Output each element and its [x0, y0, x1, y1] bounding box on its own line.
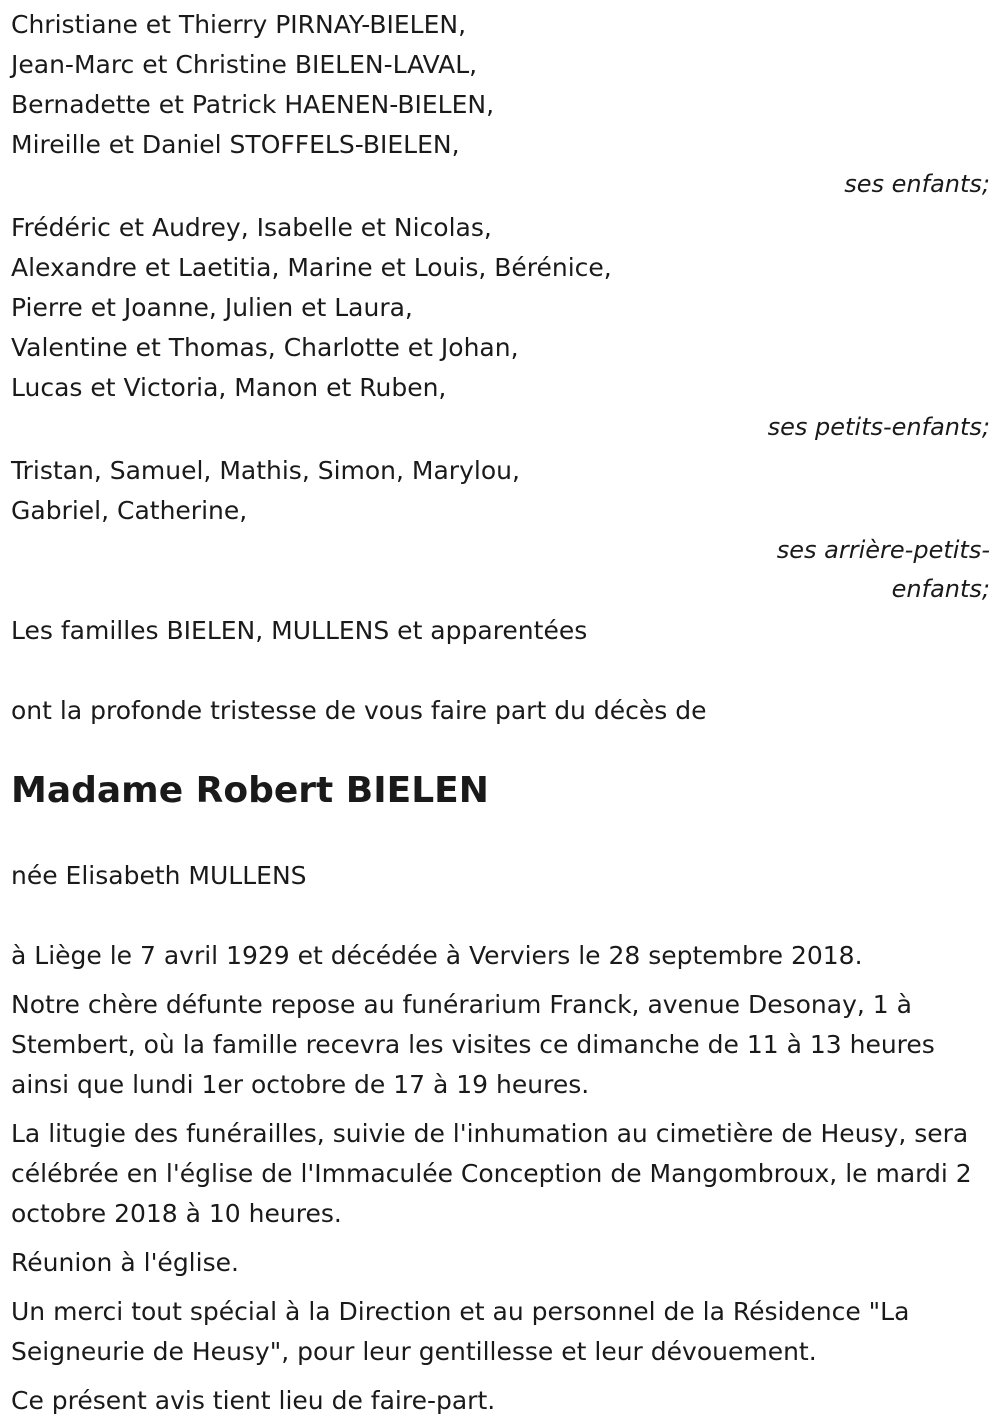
great-grandchildren-line: Tristan, Samuel, Mathis, Simon, Marylou, [11, 456, 520, 485]
great-grandchildren-line: Gabriel, Catherine, [11, 496, 248, 525]
children-role: ses enfants; [844, 170, 990, 198]
deceased-name: Madame Robert BIELEN [11, 770, 489, 811]
grandchildren-line: Valentine et Thomas, Charlotte et Johan, [11, 333, 519, 362]
meeting-paragraph: Réunion à l'église. [11, 1248, 239, 1277]
grandchildren-line: Pierre et Joanne, Julien et Laura, [11, 293, 413, 322]
great-grandchildren-role-line1: ses arrière-petits- [776, 536, 990, 564]
children-line: Mireille et Daniel STOFFELS-BIELEN, [11, 130, 460, 159]
great-grandchildren-role-line2: enfants; [891, 575, 990, 603]
visitation-paragraph: Notre chère défunte repose au funérarium Franck, avenue Desonay, 1 à Stembert, où la famille recevra les visites ce dimanche de 11 à 13 heures ainsi que lundi 1er octobre de 17 à 19 heures. [11, 990, 935, 1099]
children-line: Christiane et Thierry PIRNAY-BIELEN, [11, 10, 467, 39]
announcement-line: ont la profonde tristesse de vous faire part du décès de [11, 696, 707, 725]
grandchildren-line: Frédéric et Audrey, Isabelle et Nicolas, [11, 213, 492, 242]
grandchildren-line: Lucas et Victoria, Manon et Ruben, [11, 373, 447, 402]
families-line: Les familles BIELEN, MULLENS et apparentées [11, 616, 588, 645]
notice-paragraph: Ce présent avis tient lieu de faire-part. [11, 1386, 496, 1415]
maiden-name: née Elisabeth MULLENS [11, 861, 307, 890]
grandchildren-role: ses petits-enfants; [767, 413, 990, 441]
thanks-paragraph: Un merci tout spécial à la Direction et au personnel de la Résidence "La Seigneurie de Heusy", pour leur gentillesse et leur dévouement. [11, 1297, 910, 1366]
funeral-paragraph: La litugie des funérailles, suivie de l'inhumation au cimetière de Heusy, sera célébrée en l'église de l'Immaculée Conception de Mangombroux, le mardi 2 octobre 2018 à 10 heures. [11, 1119, 972, 1228]
birth-death-dates: à Liège le 7 avril 1929 et décédée à Verviers le 28 septembre 2018. [11, 941, 863, 970]
grandchildren-line: Alexandre et Laetitia, Marine et Louis, Bérénice, [11, 253, 612, 282]
children-line: Bernadette et Patrick HAENEN-BIELEN, [11, 90, 495, 119]
obituary-notice [0, 5, 1000, 1415]
children-line: Jean-Marc et Christine BIELEN-LAVAL, [11, 50, 478, 79]
